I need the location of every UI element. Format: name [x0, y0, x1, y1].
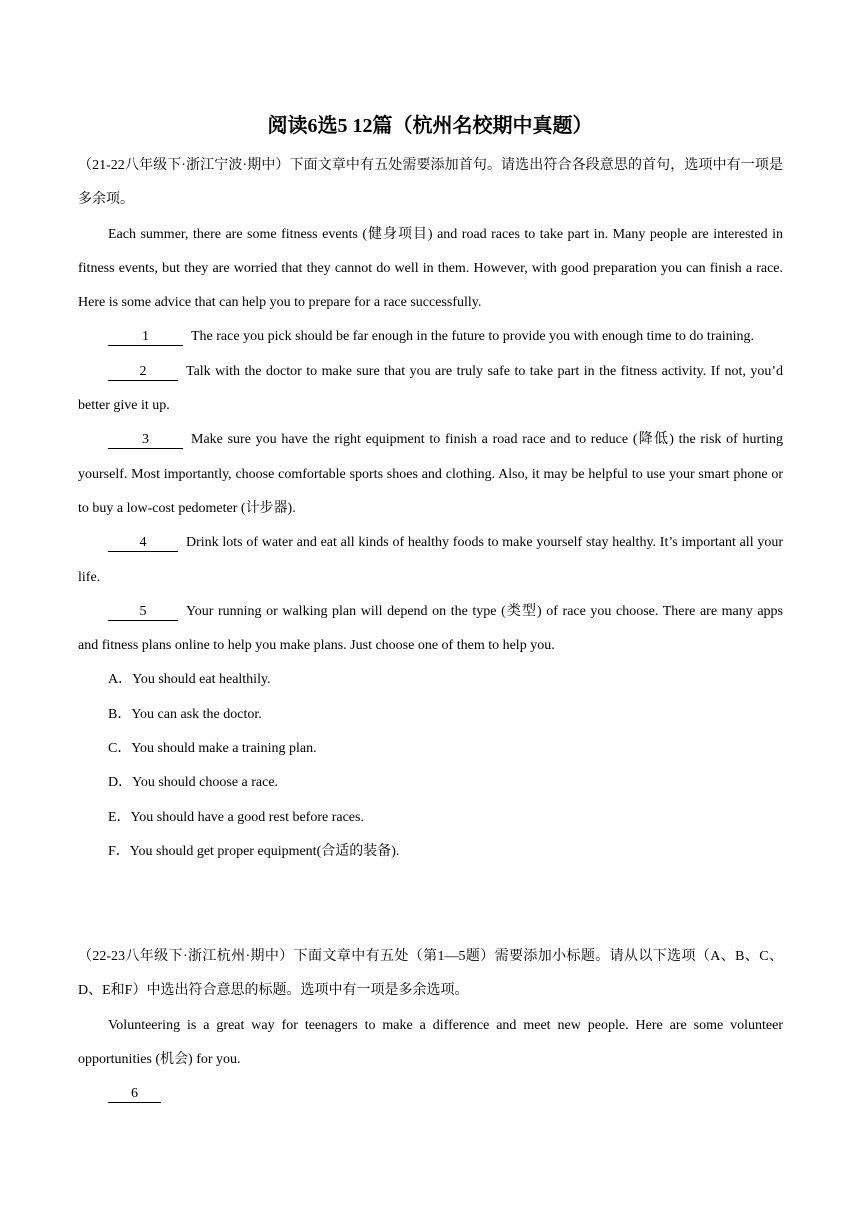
option-f: F．You should get proper equipment(合适的装备).	[108, 843, 400, 859]
answer-blank-2[interactable]: 2	[108, 364, 178, 381]
answer-blank-4[interactable]: 4	[108, 535, 178, 552]
passage-2-paragraph-6	[78, 1077, 783, 1111]
page-title: 阅读6选5 12篇（杭州名校期中真题）	[267, 115, 593, 137]
passage-1-intro: Each summer, there are some fitness events (健身项目) and road races to take part in. Many people are interested in fitness events, but they are worried that they cannot do well in them. However, with good preparation you can finish a race. Here is some advice that can help you to prepare for a race successfully.	[78, 226, 783, 311]
paragraph-5-text: Your running or walking plan will depend on the type (类型) of race you choose. There are many apps and fitness plans online to help you make plans. Just choose one of them to help you.	[78, 603, 783, 654]
passage-2-intro: Volunteering is a great way for teenagers to make a difference and meet new people. Here are some volunteer opportunities (机会) for you.	[78, 1017, 783, 1067]
passage-2-instruction: （22-23八年级下·浙江杭州·期中）下面文章中有五处（第1—5题）需要添加小标题。请从以下选项（A、B、C、D、E和F）中选出符合意思的标题。选项中有一项是多余选项。	[78, 949, 783, 999]
paragraph-1-text: The race you pick should be far enough in the future to provide you with enough time to do training.	[191, 329, 754, 345]
passage-1-paragraph-4	[78, 526, 783, 595]
passage-1-paragraph-1	[78, 320, 783, 354]
answer-blank-3[interactable]: 3	[108, 432, 183, 449]
answer-blank-5[interactable]: 5	[108, 604, 178, 621]
passage-1-paragraph-2	[78, 355, 783, 424]
option-c: C．You should make a training plan.	[108, 741, 317, 757]
paragraph-2-text: Talk with the doctor to make sure that you are truly safe to take part in the fitness activity. If not, you’d better give it up.	[78, 363, 783, 414]
option-b: B．You can ask the doctor.	[108, 706, 262, 722]
passage-1-paragraph-3	[78, 423, 783, 526]
passage-2	[78, 940, 783, 1111]
passage-1-paragraph-5	[78, 595, 783, 664]
option-d: D．You should choose a race.	[108, 775, 279, 791]
option-a: A．You should eat healthily.	[108, 672, 271, 688]
paragraph-4-text: Drink lots of water and eat all kinds of healthy foods to make yourself stay healthy. It’s important all your life.	[78, 535, 783, 585]
answer-blank-6[interactable]: 6	[108, 1086, 161, 1103]
passage-1-instruction: （21-22八年级下·浙江宁波·期中）下面文章中有五处需要添加首句。请选出符合各段意思的首句，选项中有一项是多余项。	[78, 158, 783, 208]
paragraph-3-text: Make sure you have the right equipment to finish a road race and to reduce (降低) the risk of hurting yourself. Most importantly, choose comfortable sports shoes and clothing. Also, it may be helpful to use your smart phone or to buy a low-cost pedometer (计步器).	[78, 432, 783, 516]
passage-1	[78, 149, 783, 869]
answer-blank-1[interactable]: 1	[108, 329, 183, 346]
option-e: E．You should have a good rest before races.	[108, 809, 364, 825]
